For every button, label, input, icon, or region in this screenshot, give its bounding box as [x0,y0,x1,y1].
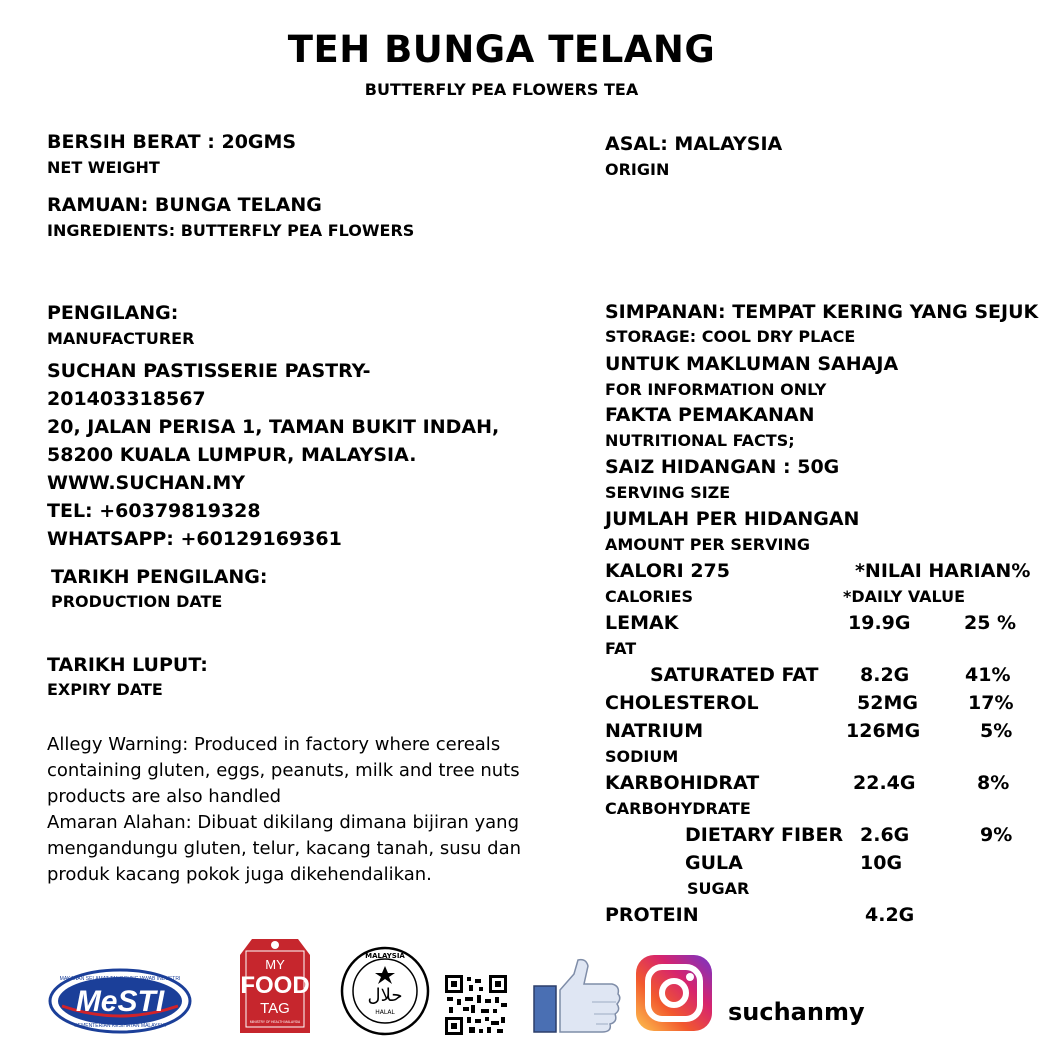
nutrient-amount: 2.6G [860,824,910,846]
nutrient-amount: 4.2G [865,904,915,926]
calories-sub: CALORIES [605,587,694,606]
allergy-warning-line: containing gluten, eggs, peanuts, milk and tree nuts [47,760,520,781]
nutrient-dv: 41% [965,664,1011,686]
nutrient-name: NATRIUM [605,720,704,742]
nutrient-dv: 17% [968,692,1014,714]
mesti-text: MeSTI [75,985,165,1018]
halal-arabic: حلال [367,985,403,1006]
manufacturer-line: 20, JALAN PERISA 1, TAMAN BUKIT INDAH, [47,416,500,438]
manufacturer-line: 201403318567 [47,388,206,410]
nutrient-sub: SODIUM [605,747,679,766]
foodtag-my: MY [265,957,285,972]
nutrient-sub: CARBOHYDRATE [605,799,751,818]
ingredients-sub: INGREDIENTS: BUTTERFLY PEA FLOWERS [47,221,415,240]
nutrient-sub: SUGAR [687,879,750,898]
origin-label: ASAL: MALAYSIA [605,133,783,155]
nutrient-amount: 8.2G [860,664,910,686]
thumbs-up-icon[interactable] [532,956,622,1034]
calories-label: KALORI 275 [605,560,730,582]
nutrient-dv: 25 % [964,612,1017,634]
manufacturer-line: SUCHAN PASTISSERIE PASTRY- [47,360,371,382]
allergy-warning-line: produk kacang pokok juga dikehendalikan. [47,864,432,885]
page-title: TEH BUNGA TELANG [287,28,716,71]
nutrient-dv: 8% [977,772,1010,794]
page-subtitle: BUTTERFLY PEA FLOWERS TEA [364,80,639,99]
nutrient-amount: 10G [860,852,903,874]
mesti-bottom-text: KEMENTERIAN KESIHATAN MALAYSIA [74,1023,166,1029]
facts-label: FAKTA PEMAKANAN [605,404,815,426]
mesti-logo [48,968,192,1034]
nutrient-name: PROTEIN [605,904,699,926]
nutrient-name: CHOLESTEROL [605,692,759,714]
serving-size-label: SAIZ HIDANGAN : 50G [605,456,840,478]
nutrient-amount: 22.4G [853,772,916,794]
nutrient-name: LEMAK [605,612,679,634]
production-date-sub: PRODUCTION DATE [51,592,223,611]
nutrient-dv: 5% [980,720,1013,742]
production-date-label: TARIKH PENGILANG: [51,566,268,588]
manufacturer-line: 58200 KUALA LUMPUR, MALAYSIA. [47,444,417,466]
nutrient-name: SATURATED FAT [650,664,819,686]
instagram-handle[interactable]: suchanmy [728,998,865,1026]
net-weight-label: BERSIH BERAT : 20GMS [47,131,297,153]
website-text: WWW.SUCHAN.MY [47,472,245,494]
nutrient-amount: 19.9G [848,612,911,634]
storage-sub: STORAGE: COOL DRY PLACE [605,327,856,346]
foodtag-food: FOOD [240,972,310,999]
halal-ring-text: MALAYSIA [365,952,405,960]
serving-size-sub: SERVING SIZE [605,483,731,502]
amount-per-serving-label: JUMLAH PER HIDANGAN [605,508,860,530]
ingredients-label: RAMUAN: BUNGA TELANG [47,194,322,216]
mesti-top-text: MAKANAN SELAMAT TANGGUNGJAWAB INDUSTRI [59,976,181,982]
storage-label: SIMPANAN: TEMPAT KERING YANG SEJUK [605,301,1039,323]
facts-sub: NUTRITIONAL FACTS; [605,431,795,450]
daily-value-label: *NILAI HARIAN% [855,560,1031,582]
nutrient-name: DIETARY FIBER [685,824,844,846]
manufacturer-label: PENGILANG: [47,302,179,324]
info-label: UNTUK MAKLUMAN SAHAJA [605,353,899,375]
foodtag-ministry: MINISTRY OF HEALTH MALAYSIA [249,1020,301,1024]
whatsapp-text: WHATSAPP: +60129169361 [47,528,342,550]
allergy-warning-line: mengandungu gluten, telur, kacang tanah, susu dan [47,838,522,859]
allergy-warning-line: Allegy Warning: Produced in factory where cereals [47,734,501,755]
halal-sub: HALAL [375,1009,395,1016]
foodtag-tag: TAG [260,1000,290,1017]
expiry-date-label: TARIKH LUPUT: [47,654,208,676]
tel-text: TEL: +60379819328 [47,500,261,522]
info-sub: FOR INFORMATION ONLY [605,380,827,399]
allergy-warning-line: products are also handled [47,786,282,807]
origin-sub: ORIGIN [605,160,670,179]
nutrient-amount: 126MG [846,720,921,742]
instagram-icon[interactable] [634,953,714,1033]
nutrient-sub: FAT [605,639,637,658]
nutrient-name: GULA [685,852,743,874]
net-weight-sub: NET WEIGHT [47,158,160,177]
allergy-warning-line: Amaran Alahan: Dibuat dikilang dimana bijiran yang [47,812,520,833]
expiry-date-sub: EXPIRY DATE [47,680,163,699]
nutrient-name: KARBOHIDRAT [605,772,760,794]
qr-code[interactable] [445,975,507,1035]
my-food-tag-logo [238,933,312,1035]
daily-value-sub: *DAILY VALUE [843,587,966,606]
amount-per-serving-sub: AMOUNT PER SERVING [605,535,810,554]
manufacturer-sub: MANUFACTURER [47,329,195,348]
nutrient-amount: 52MG [857,692,918,714]
nutrient-dv: 9% [980,824,1013,846]
halal-logo [340,946,430,1036]
